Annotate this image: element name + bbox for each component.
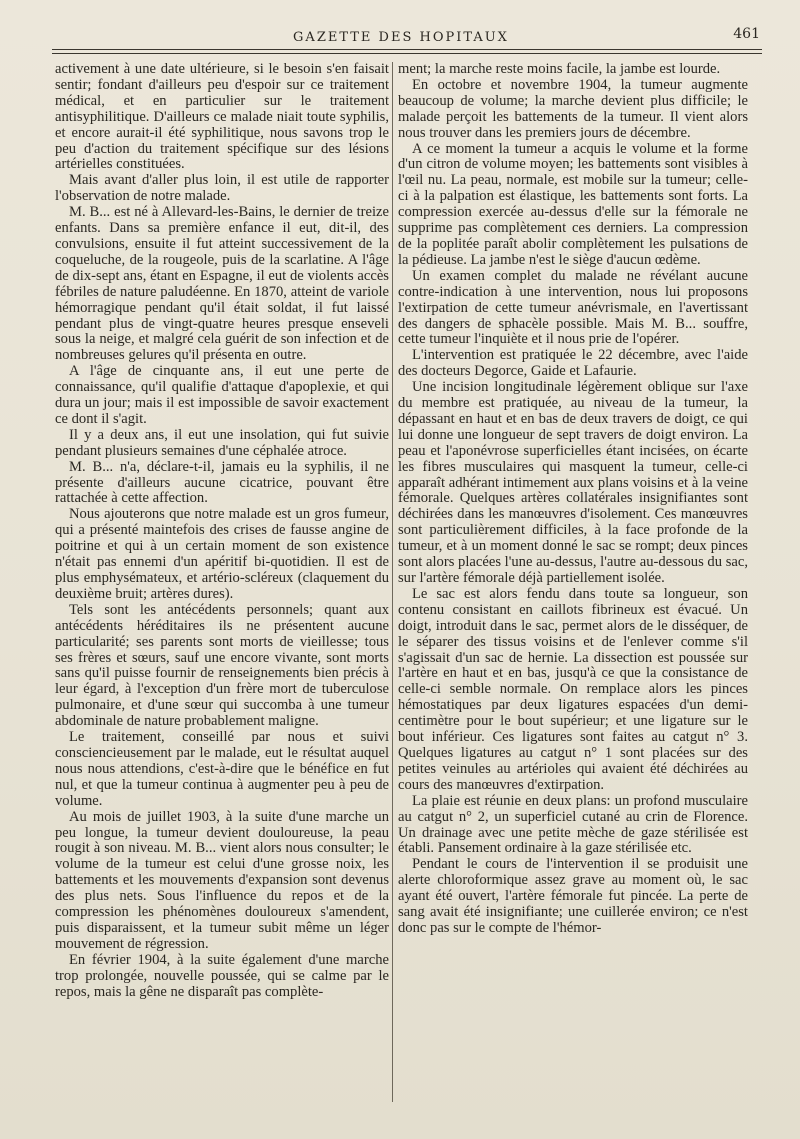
paragraph: Il y a deux ans, il eut une insolation, qui fut suivie pendant plusieurs semaines d'une céphalée atroce. [55,426,389,459]
paragraph: activement à une date ultérieure, si le besoin s'en faisait sentir; fondant d'ailleurs peu d'espoir sur ce traitement médical, et en particulier sur le traitement antisyphilitique. D'ailleurs ce malade niait toute syphilis, et encore aurait-il été syphilitique, nous savons trop le peu d'action du traitement spécifique sur des lésions artérielles constituées. [55,61,389,173]
left-column [55,62,389,1000]
paragraph: L'intervention est pratiquée le 22 décembre, avec l'aide des docteurs Degorce, Gaide et Lafaurie. [398,347,748,380]
paragraph: Un examen complet du malade ne révélant aucune contre-indication à une intervention, nous lui proposons l'extirpation de cette tumeur anévrismale, en l'avertissant des dangers de sphacèle possible. Mais M. B... souffre, cette tumeur l'inquiète et il nous prie de l'opérer. [398,267,748,348]
paragraph: Le sac est alors fendu dans toute sa longueur, son contenu consistant en caillots fibrineux est évacué. Un doigt, introduit dans le sac, permet alors de le disséquer, de le séparer des tissus voisins et de l'enlever comme s'il s'agissait d'un sac de hernie. La dissection est poussée sur l'artère en haut et en bas, jusqu'à ce que la consistance de celle-ci semble normale. On remplace alors les pinces hémostatiques par deux ligatures espacées d'un demi-centimètre pour le bout supérieur; et une ligature sur le bout inférieur. Ces ligatures sont faites au catgut n° 3. Quelques ligatures au catgut n° 1 sont placées sur des petites veinules au artérioles qui avaient été déchirées au cours des manœuvres d'extirpation. [398,585,748,793]
paragraph: M. B... n'a, déclare-t-il, jamais eu la syphilis, il ne présente d'ailleurs aucune cicatrice, pouvant être rattachée à cette affection. [55,458,389,507]
paragraph: Au mois de juillet 1903, à la suite d'une marche un peu longue, la tumeur devient douloureuse, la peau rougit à son niveau. M. B... vient alors nous consulter; le volume de la tumeur est celui d'une grosse noix, les battements et les mouvements d'expansion sont devenus des plus nets. Sous l'influence du repos et de la compression les phénomènes douloureux s'amendent, puis disparaissent, et la tumeur subit même un léger mouvement de régression. [55,808,389,952]
paragraph: En octobre et novembre 1904, la tumeur augmente beaucoup de volume; la marche devient plus difficile; le malade perçoit les battements de la tumeur. Il vient alors nous trouver dans les premiers jours de décembre. [398,76,748,141]
header-rule [52,49,762,50]
column-divider [392,62,393,1102]
page-number: 461 [733,26,760,42]
header-rule-thin [52,53,762,54]
paragraph: Une incision longitudinale légèrement oblique sur l'axe du membre est pratiquée, au niveau de la tumeur, la dépassant en haut et en bas de deux travers de doigt, ce qui lui donne une longueur de sept travers de doigt environ. La peau et l'aponévrose superficielles étant incisées, on écarte les fibres musculaires qui masquent la tumeur, celle-ci apparaît adhérant intimement aux plans voisins et à la veine fémorale. Quelques artères collatérales insignifiantes sont déchirées dans les manœuvres d'isolement. Ces manœuvres sont particulièrement difficiles, à la face profonde de la tumeur, et à un moment donné le sac se rompt; deux pinces sont alors placées l'une au-dessus, l'autre au-dessous du sac, sur l'artère fémorale déjà partiellement isolée. [398,379,748,586]
paragraph: M. B... est né à Allevard-les-Bains, le dernier de treize enfants. Dans sa première enfance il eut, dit-il, des convulsions, ensuite il fut atteint successivement de la coqueluche, de la rougeole, puis de la scarlatine. A l'âge de dix-sept ans, étant en Espagne, il eut de violents accès fébriles de nature paludéenne. En 1870, atteint de variole hémorragique pendant qu'il était soldat, il fut laissé pendant plus de vingt-quatre heures presque enseveli sous la neige, et malgré cela guérit de son infection et de nombreuses gelures qu'il présenta en outre. [55,204,389,364]
paragraph: Tels sont les antécédents personnels; quant aux antécédents héréditaires ils ne présentent aucune particularité; ses parents sont morts de vieillesse; tous ses frères et sœurs, sauf une encore vivante, sont morts sans qu'il puisse fournir de renseignements bien précis à leur égard, à l'exception d'un frère mort de tuberculose pulmonaire, et d'une sœur qui succomba à une tumeur abdominale de nature probablement maligne. [55,601,389,730]
paragraph: Nous ajouterons que notre malade est un gros fumeur, qui a présenté maintefois des crises de fausse angine de poitrine et qui à un certain moment de son existence n'était pas ennemi d'un apéritif bi-quotidien. Il est de plus emphysémateux, et artério-scléreux (claquement du deuxième bruit; artères dures). [55,506,389,602]
paragraph: La plaie est réunie en deux plans: un profond musculaire au catgut n° 2, un superficiel cutané au crin de Florence. Un drainage avec une petite mèche de gaze stérilisée est établi. Pansement ordinaire à la gaze stérilisée etc. [398,792,748,857]
paragraph: ment; la marche reste moins facile, la jambe est lourde. [398,61,721,77]
page-header [40,26,762,50]
running-title: GAZETTE DES HOPITAUX [293,30,509,45]
paragraph: A l'âge de cinquante ans, il eut une perte de connaissance, qu'il qualifie d'attaque d'apoplexie, et qui dura un jour; mais il est impossible de savoir exactement ce dont il s'agit. [55,363,389,427]
paragraph: En février 1904, à la suite également d'une marche trop prolongée, nouvelle poussée, qui se calme par le repos, mais la gêne ne disparaît pas complète- [55,951,389,1000]
paragraph: Pendant le cours de l'intervention il se produisit une alerte chloroformique assez grave au moment où, le sac ayant été ouvert, l'artère fémorale fut pincée. La perte de sang avait été insignifiante; une cuillerée environ; ce n'est donc pas sur le compte de l'hémor- [398,856,748,936]
right-column [398,62,748,937]
paragraph: Mais avant d'aller plus loin, il est utile de rapporter l'observation de notre malade. [55,172,389,205]
paragraph: A ce moment la tumeur a acquis le volume et la forme d'un citron de volume moyen; les battements sont visibles à l'œil nu. La peau, normale, est mobile sur la tumeur; celle-ci à la palpation est élastique, les battements sont forts. La compression exercée au-dessus d'elle sur la fémorale ne supprime pas complètement ces derniers. La compression de la poplitée paraît abolir complètement les pulsations de la pédieuse. La jambe n'est le siège d'aucun œdème. [398,140,748,268]
paragraph: Le traitement, conseillé par nous et suivi consciencieusement par le malade, eut le résultat auquel nous nous attendions, c'est-à-dire que le bénéfice en fut nul, et que la tumeur continua à augmenter peu à peu de volume. [55,729,389,809]
